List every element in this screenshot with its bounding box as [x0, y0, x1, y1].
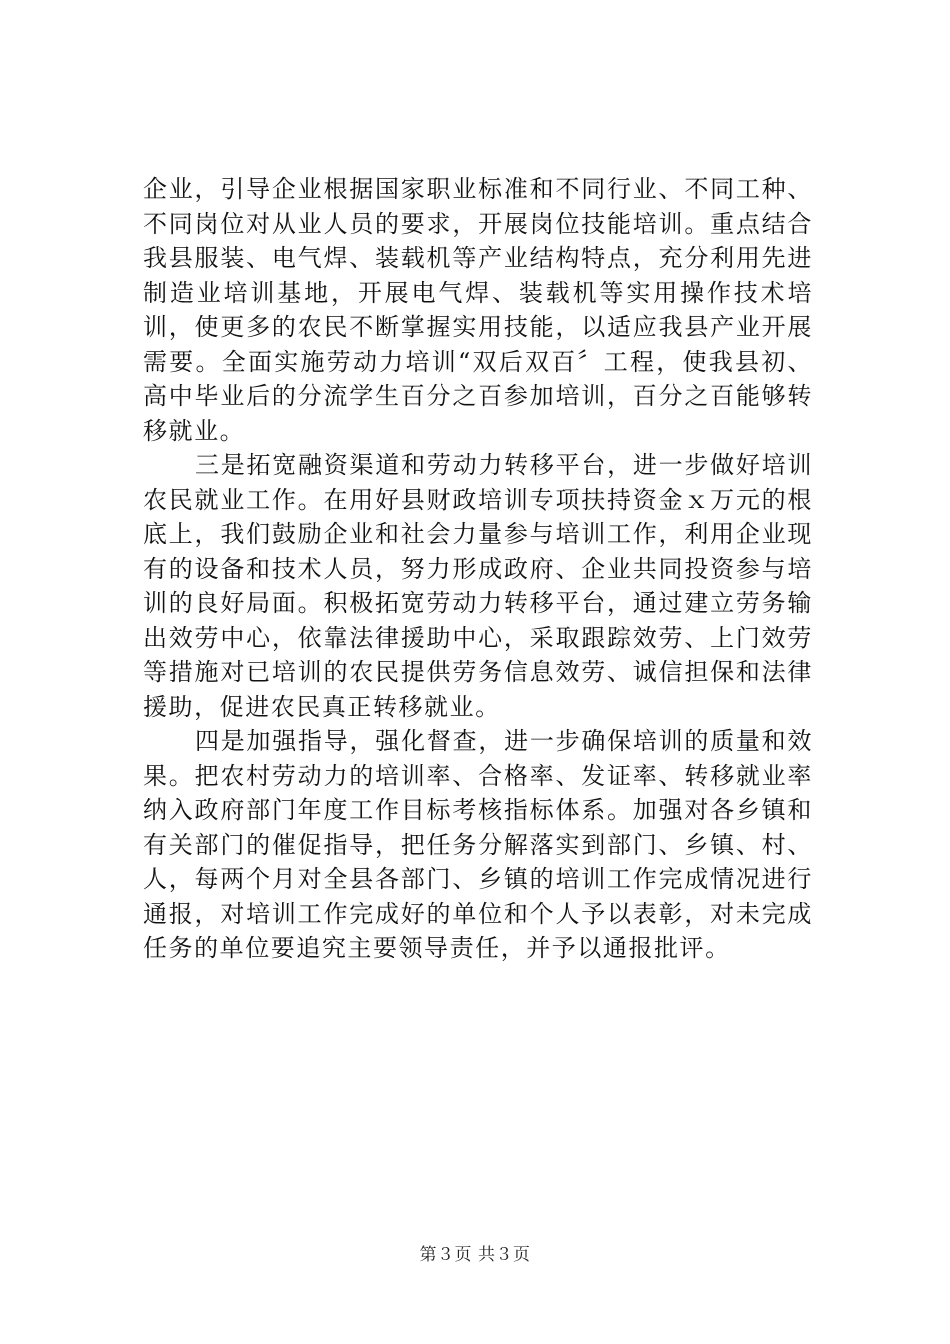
paragraph-point-four: 四是加强指导，强化督查，进一步确保培训的质量和效果。把农村劳动力的培训率、合格率、发证率、转移就业率纳入政府部门年度工作目标考核指标体系。加强对各乡镇和有关部门的催促指导，把任务分解落实到部门、乡镇、村、人，每两个月对全县各部门、乡镇的培训工作完成情况进行通报，对培训工作完成好的单位和个人予以表彰，对未完成任务的单位要追究主要领导责任，并予以通报批评。: [143, 727, 813, 962]
document-body: [143, 172, 813, 966]
page-number-footer: 第３页 共３页: [419, 1245, 531, 1265]
paragraph-point-three: 三是拓宽融资渠道和劳动力转移平台，进一步做好培训农民就业工作。在用好县财政培训专项扶持资金ｘ万元的根底上，我们鼓励企业和社会力量参与培训工作，利用企业现有的设备和技术人员，努力形成政府、企业共同投资参与培训的良好局面。积极拓宽劳动力转移平台，通过建立劳务输出效劳中心，依靠法律援助中心，采取跟踪效劳、上门效劳等措施对已培训的农民提供劳务信息效劳、诚信担保和法律援助，促进农民真正转移就业。: [143, 451, 813, 721]
paragraph-continuation: 企业，引导企业根据国家职业标准和不同行业、不同工种、不同岗位对从业人员的要求，开展岗位技能培训。重点结合我县服装、电气焊、装载机等产业结构特点，充分利用先进制造业培训基地，开展电气焊、装载机等实用操作技术培训，使更多的农民不断掌握实用技能，以适应我县产业开展需要。全面实施劳动力培训“双后双百〞工程，使我县初、高中毕业后的分流学生百分之百参加培训，百分之百能够转移就业。: [143, 175, 813, 445]
